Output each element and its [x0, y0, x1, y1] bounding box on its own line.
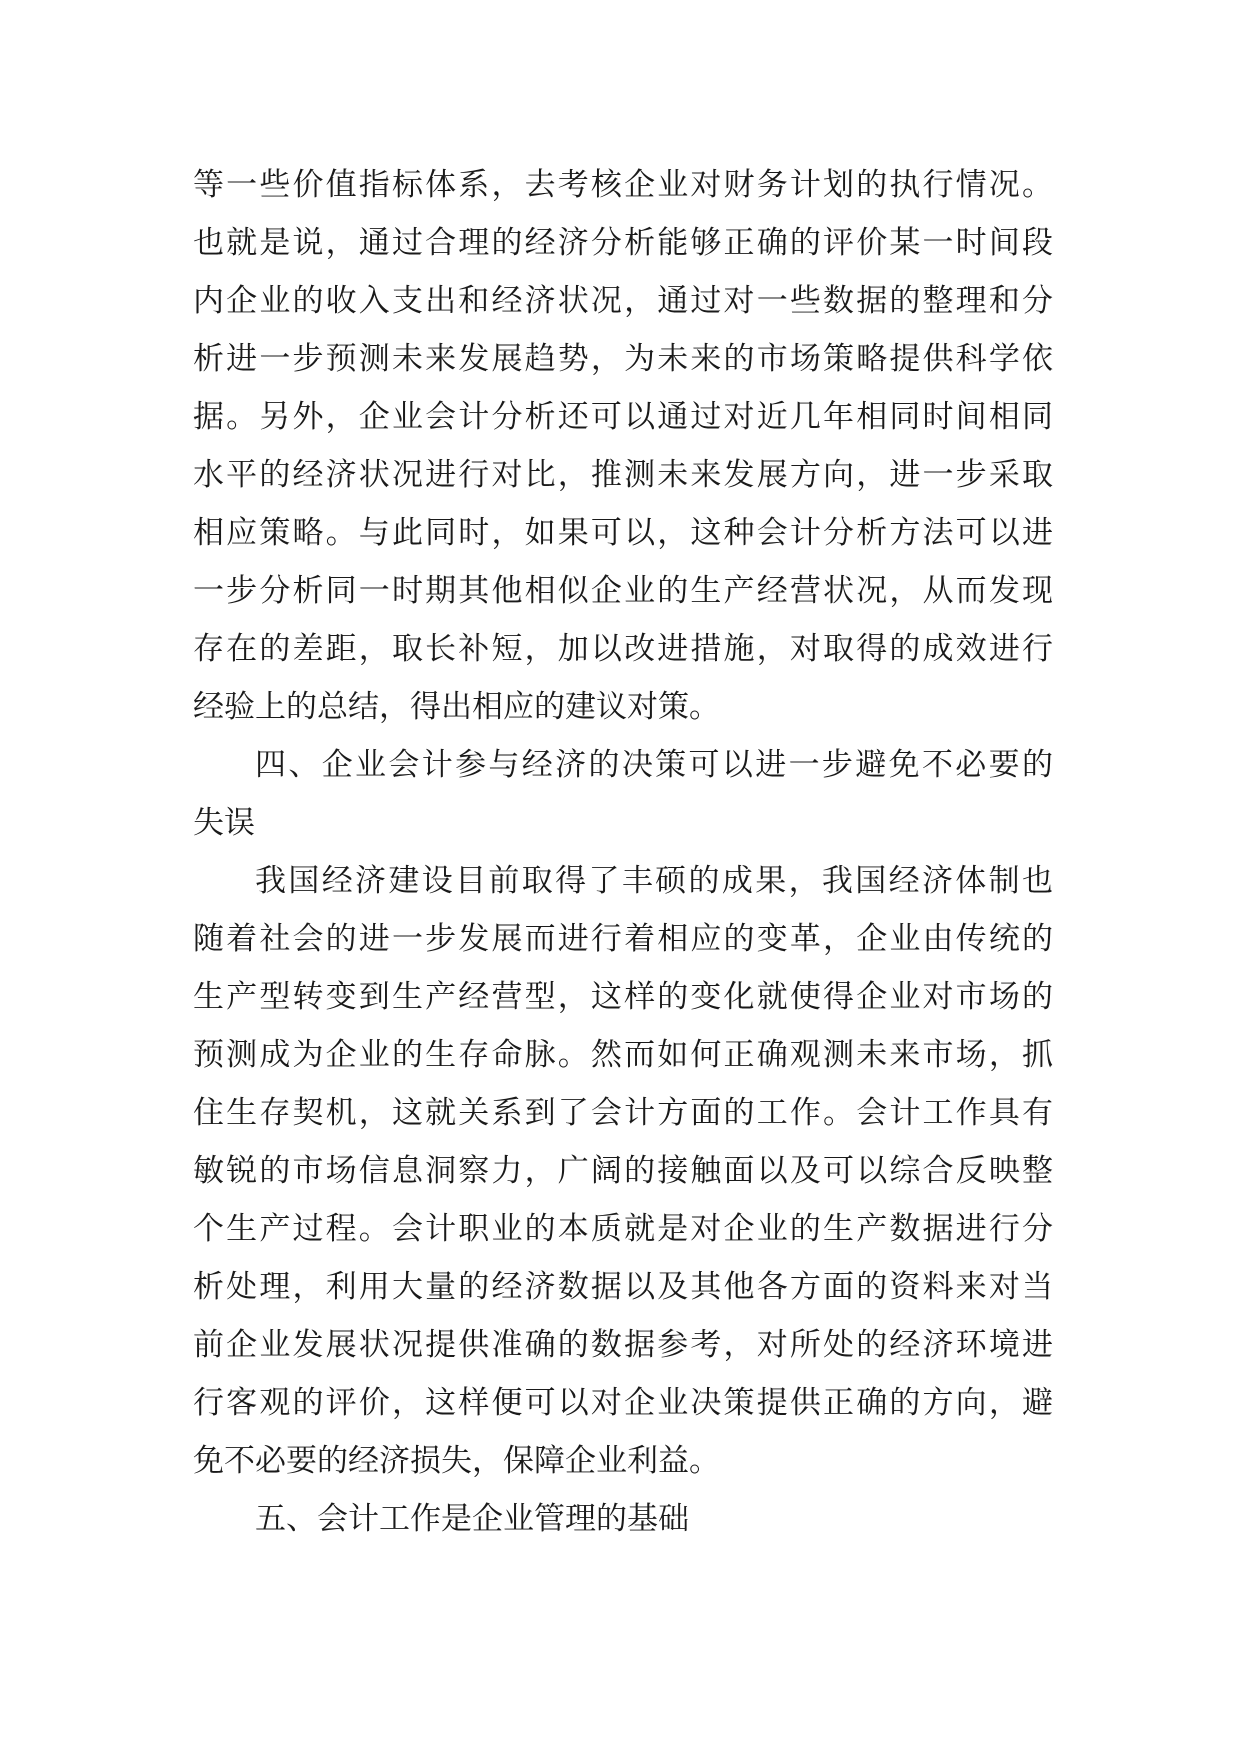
heading-line: 四、企业会计参与经济的决策可以进一步避免不必要的	[255, 747, 1053, 783]
paragraph-line: 个生产过程。会计职业的本质就是对企业的生产数据进行分	[193, 1211, 1053, 1247]
paragraph-line: 析处理，利用大量的经济数据以及其他各方面的资料来对当	[193, 1269, 1053, 1305]
paragraph-line: 生产型转变到生产经营型，这样的变化就使得企业对市场的	[193, 979, 1053, 1015]
paragraph-line: 我国经济建设目前取得了丰硕的成果，我国经济体制也	[255, 863, 1053, 899]
paragraph-line: 存在的差距，取长补短，加以改进措施，对取得的成效进行	[193, 631, 1053, 667]
paragraph-line: 住生存契机，这就关系到了会计方面的工作。会计工作具有	[193, 1095, 1053, 1131]
section-heading-5	[193, 1490, 1053, 1548]
paragraph-line: 据。另外，企业会计分析还可以通过对近几年相同时间相同	[193, 399, 1053, 435]
heading-line: 失误	[193, 805, 255, 841]
paragraph-line: 前企业发展状况提供准确的数据参考，对所处的经济环境进	[193, 1327, 1053, 1363]
paragraph-line: 也就是说，通过合理的经济分析能够正确的评价某一时间段	[193, 225, 1053, 261]
paragraph-line: 经验上的总结，得出相应的建议对策。	[193, 689, 720, 725]
section-heading-4	[193, 736, 1053, 852]
paragraph-line: 随着社会的进一步发展而进行着相应的变革，企业由传统的	[193, 921, 1053, 957]
paragraph-line: 免不必要的经济损失，保障企业利益。	[193, 1443, 720, 1479]
paragraph-line: 一步分析同一时期其他相似企业的生产经营状况，从而发现	[193, 573, 1053, 609]
paragraph-line: 预测成为企业的生存命脉。然而如何正确观测未来市场，抓	[193, 1037, 1053, 1073]
paragraph-line: 相应策略。与此同时，如果可以，这种会计分析方法可以进	[193, 515, 1053, 551]
paragraph-line: 行客观的评价，这样便可以对企业决策提供正确的方向，避	[193, 1385, 1053, 1421]
paragraph-decision-making	[193, 852, 1053, 1490]
paragraph-line: 内企业的收入支出和经济状况，通过对一些数据的整理和分	[193, 283, 1053, 319]
paragraph-line: 析进一步预测未来发展趋势，为未来的市场策略提供科学依	[193, 341, 1053, 377]
heading-line: 五、会计工作是企业管理的基础	[255, 1501, 689, 1537]
paragraph-financial-analysis	[193, 156, 1053, 736]
document-body	[193, 156, 1053, 1548]
paragraph-line: 等一些价值指标体系，去考核企业对财务计划的执行情况。	[193, 167, 1053, 203]
paragraph-line: 水平的经济状况进行对比，推测未来发展方向，进一步采取	[193, 457, 1053, 493]
paragraph-line: 敏锐的市场信息洞察力，广阔的接触面以及可以综合反映整	[193, 1153, 1053, 1189]
